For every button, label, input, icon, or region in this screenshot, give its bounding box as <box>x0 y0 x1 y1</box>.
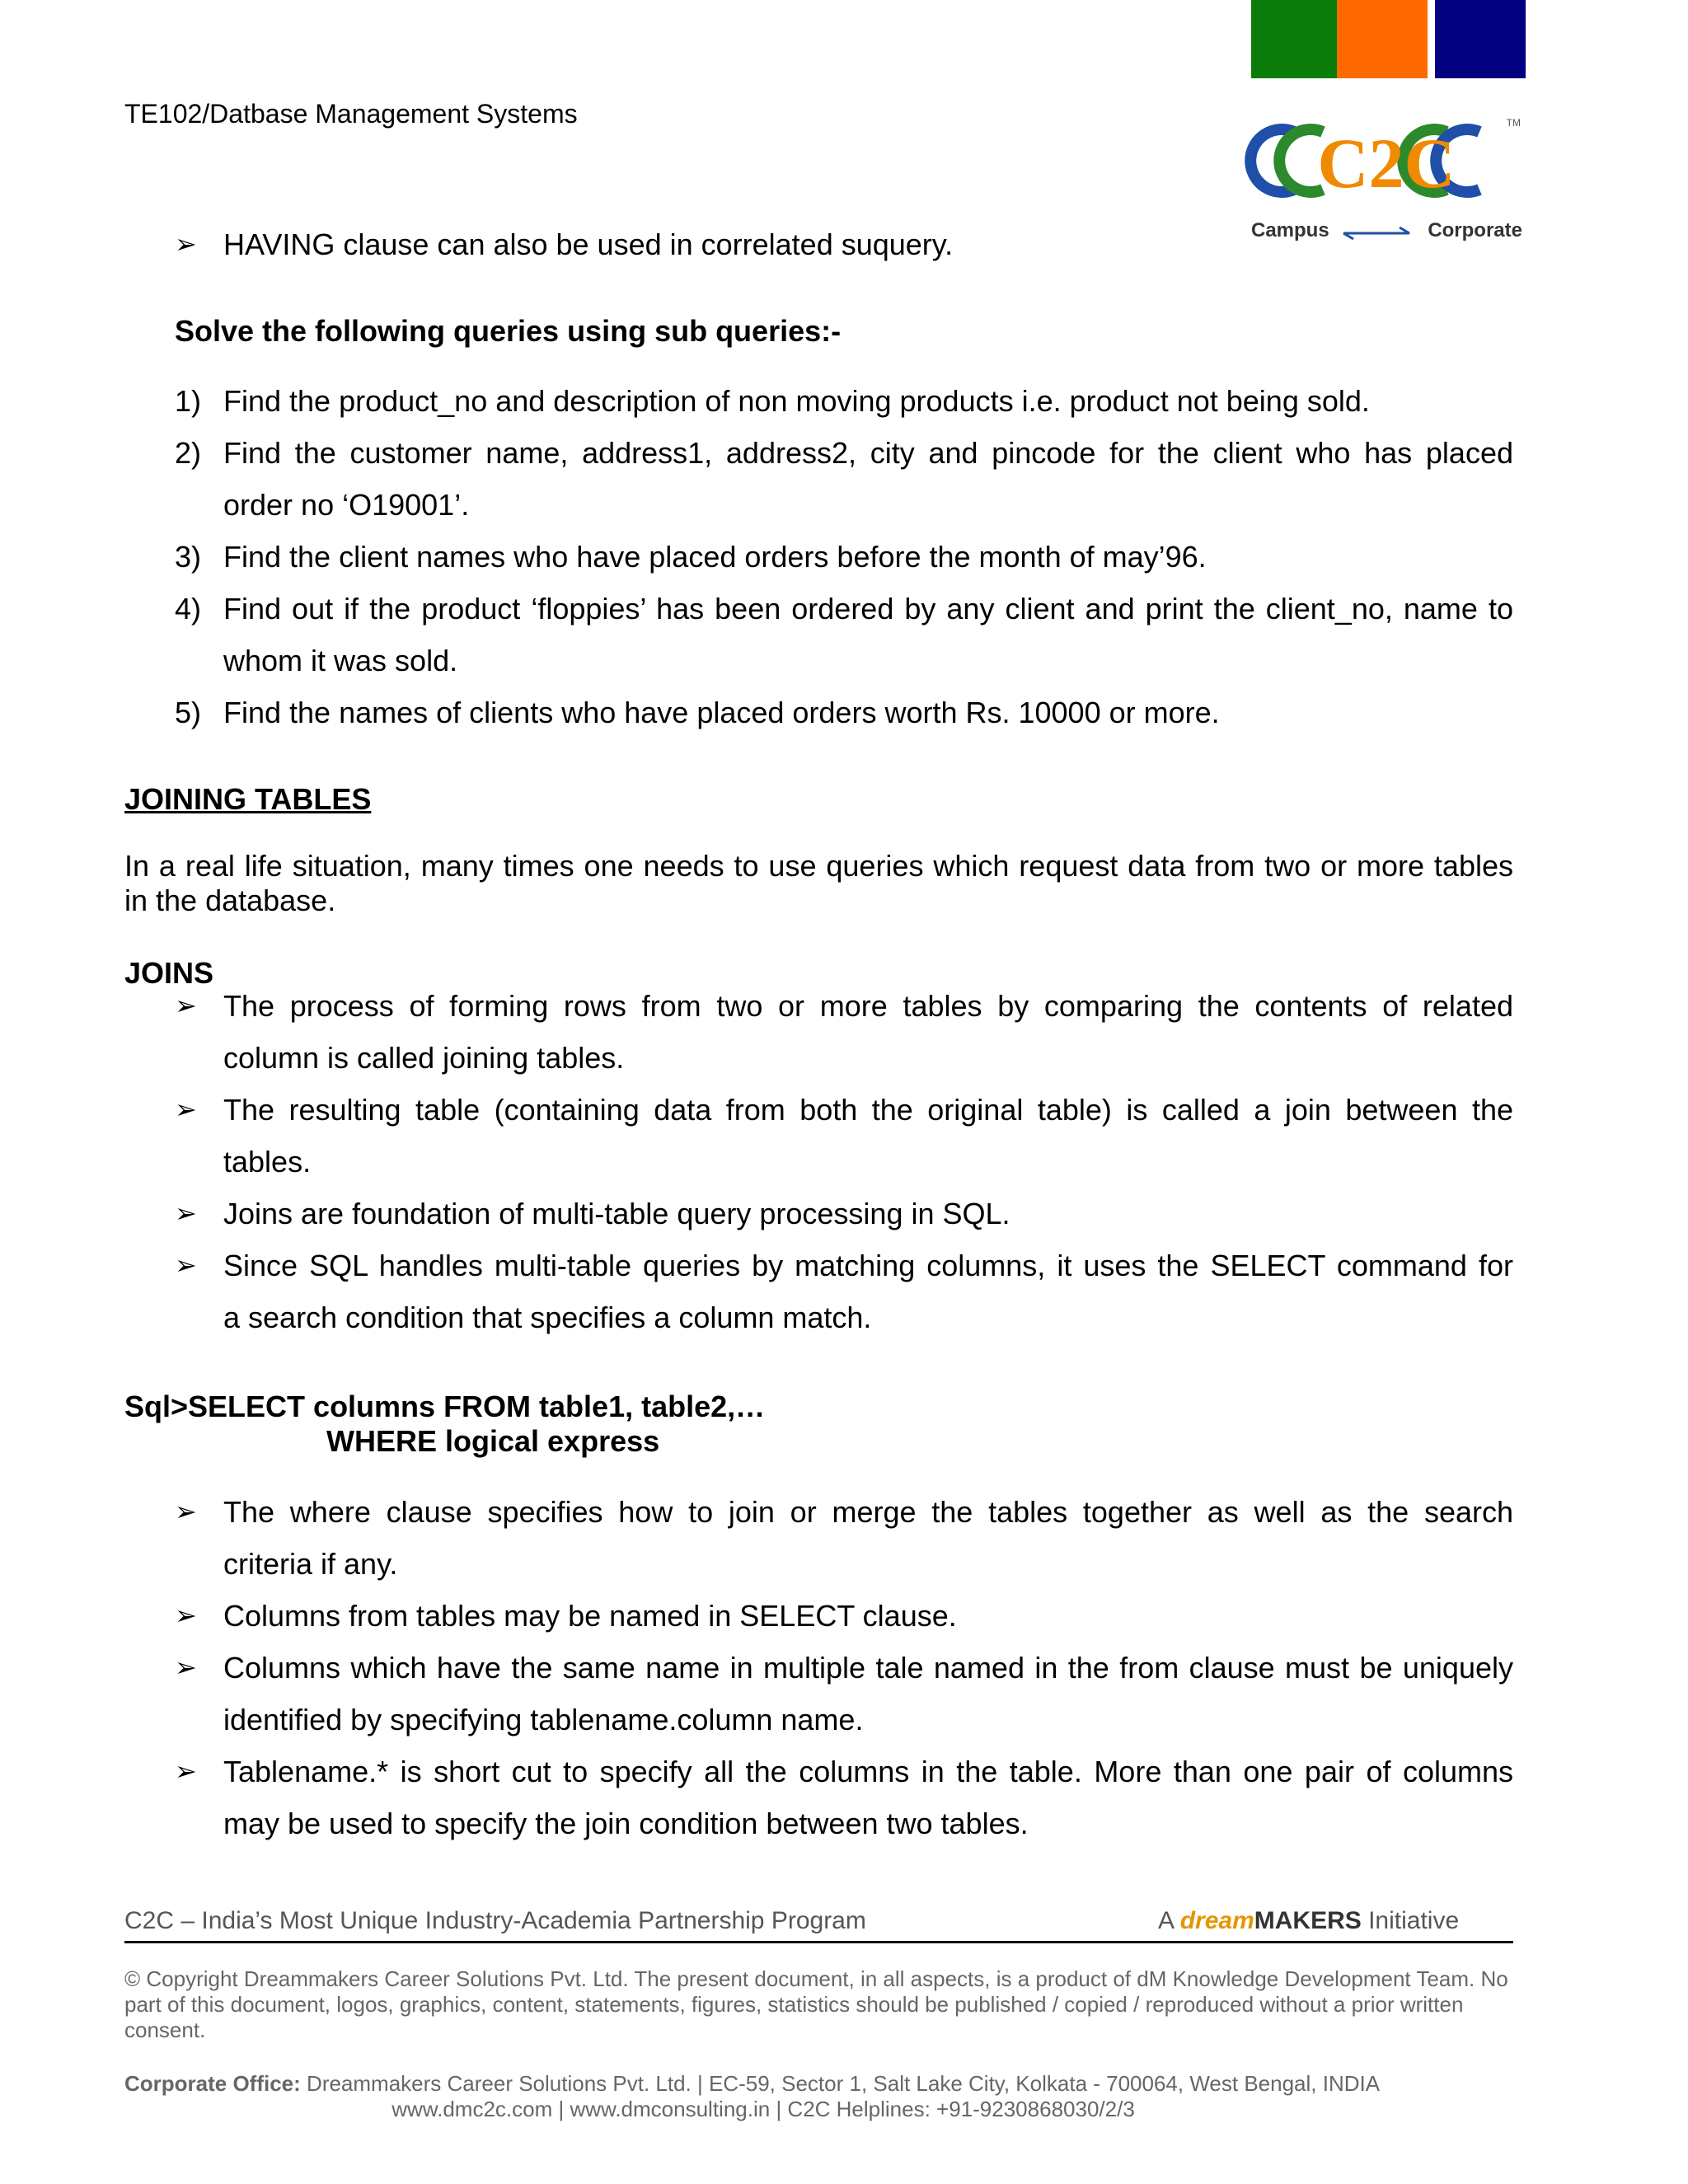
list-number: 3) <box>175 540 202 574</box>
bullet-text-cont: tables. <box>223 1145 312 1179</box>
footer-initiative-end: Initiative <box>1361 1907 1460 1934</box>
bullet-icon: ➢ <box>175 991 197 1020</box>
corporate-office <box>124 2071 1526 2097</box>
office-label: Corporate Office: <box>124 2071 301 2096</box>
bullet-text: The resulting table (containing data from both the original table) is called a join between the <box>223 1093 1513 1127</box>
list-item: Find out if the product ‘floppies’ has been ordered by any client and print the client_no, name to <box>223 592 1513 626</box>
joins-heading: JOINS <box>124 956 214 990</box>
bullet-text-cont: column is called joining tables. <box>223 1041 625 1075</box>
sql-syntax-line2: WHERE logical express <box>326 1424 660 1458</box>
bullet-text: Joins are foundation of multi-table query processing in SQL. <box>223 1197 1010 1230</box>
footer-program-text: C2C – India’s Most Unique Industry-Academia Partnership Program <box>124 1907 866 1934</box>
list-item: Find the names of clients who have placed orders worth Rs. 10000 or more. <box>223 696 1220 729</box>
footer-brand-dream: dream <box>1179 1907 1254 1934</box>
list-number: 1) <box>175 384 202 418</box>
bullet-icon: ➢ <box>175 1250 197 1280</box>
bullet-icon: ➢ <box>175 229 197 259</box>
document-title: TE102/Datbase Management Systems <box>124 99 578 129</box>
svg-text:TM: TM <box>1506 117 1521 129</box>
bullet-text-cont: criteria if any. <box>223 1547 398 1581</box>
bullet-icon: ➢ <box>175 1756 197 1786</box>
footer-brand-makers: MAKERS <box>1254 1907 1362 1934</box>
bullet-text: Since SQL handles multi-table queries by matching columns, it uses the SELECT command for <box>223 1249 1513 1282</box>
copyright-notice: © Copyright Dreammakers Career Solutions Pvt. Ltd. The present document, in all aspects, is a product of dM Knowledge Development Team. No part of this document, logos, graphics, content, statements, figures, statistics should be published / copied / reproduced without a prior written consent. <box>124 1966 1508 2042</box>
list-number: 4) <box>175 592 202 626</box>
office-address: Dreammakers Career Solutions Pvt. Ltd. | EC-59, Sector 1, Salt Lake City, Kolkata - 700064, West Bengal, INDIA <box>300 2071 1381 2096</box>
bullet-icon: ➢ <box>175 1652 197 1682</box>
svg-text:C2C: C2C <box>1317 124 1456 203</box>
bullet-icon: ➢ <box>175 1198 197 1228</box>
brand-square-orange <box>1337 0 1428 78</box>
list-number: 5) <box>175 696 202 729</box>
joining-para-line1: In a real life situation, many times one needs to use queries which request data from two or more tables <box>124 849 1513 883</box>
footer-websites: www.dmc2c.com | www.dmconsulting.in | C2C Helplines: +91-9230868030/2/3 <box>392 2097 1135 2121</box>
bullet-icon: ➢ <box>175 1601 197 1630</box>
bullet-text: Tablename.* is short cut to specify all the columns in the table. More than one pair of columns <box>223 1755 1513 1788</box>
brand-square-green <box>1251 0 1342 78</box>
bullet-text: The process of forming rows from two or more tables by comparing the contents of related <box>223 989 1513 1023</box>
svg-text:Corporate: Corporate <box>1428 219 1522 241</box>
brand-square-blue <box>1435 0 1526 78</box>
bullet-icon: ➢ <box>175 1497 197 1526</box>
intro-bullet-text: HAVING clause can also be used in correlated suquery. <box>223 227 954 261</box>
bullet-text-cont: may be used to specify the join condition between two tables. <box>223 1807 1029 1840</box>
list-item: Find the customer name, address1, address2, city and pincode for the client who has placed <box>223 436 1513 470</box>
bullet-icon: ➢ <box>175 1094 197 1124</box>
footer-divider <box>124 1941 1513 1943</box>
sql-syntax-line1: Sql>SELECT columns FROM table1, table2,… <box>124 1390 766 1423</box>
joining-para-line2: in the database. <box>124 883 336 917</box>
bullet-text-cont: identified by specifying tablename.column name. <box>223 1703 864 1736</box>
list-number: 2) <box>175 436 202 470</box>
bullet-text: Columns which have the same name in multiple tale named in the from clause must be uniquely <box>223 1651 1513 1685</box>
joining-tables-heading: JOINING TABLES <box>124 782 372 816</box>
list-item: Find the client names who have placed orders before the month of may’96. <box>223 540 1207 574</box>
list-item-cont: order no ‘O19001’. <box>223 488 470 522</box>
subqueries-heading: Solve the following queries using sub queries:- <box>175 314 842 348</box>
footer-initiative-a: A <box>1158 1907 1180 1934</box>
bullet-text: The where clause specifies how to join or merge the tables together as well as the search <box>223 1495 1513 1529</box>
svg-text:Campus: Campus <box>1251 219 1329 241</box>
list-item-cont: whom it was sold. <box>223 644 458 677</box>
bullet-text: Columns from tables may be named in SELECT clause. <box>223 1599 957 1633</box>
bullet-text-cont: a search condition that specifies a column match. <box>223 1301 872 1334</box>
list-item: Find the product_no and description of non moving products i.e. product not being sold. <box>223 384 1370 418</box>
footer-initiative <box>1158 1907 1459 1935</box>
